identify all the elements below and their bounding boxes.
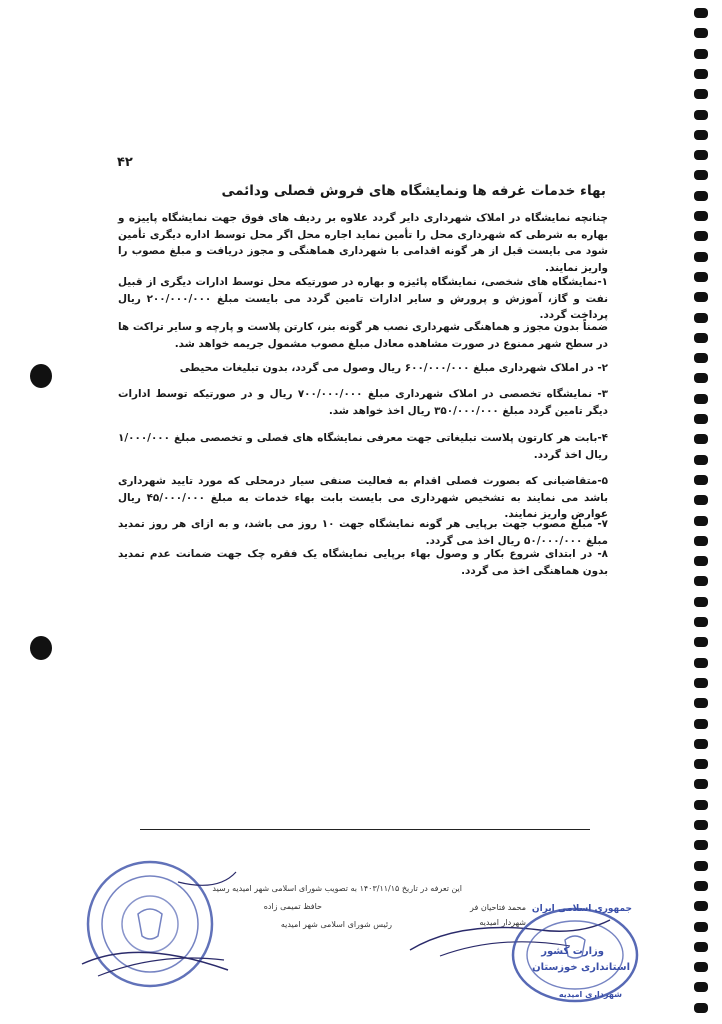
paragraph-item-5: ۵-متقاضیانی که بصورت فصلی اقدام به فعالیت صنفی سیار درمحلی که مورد تایید شهرداری باشد می نمایند به تشخیص شهرداری می بایست بابت بهاء خدمات به مبلغ ۴۵/۰۰۰/۰۰۰ ریال عوارض واریز نمایند. — [118, 475, 608, 520]
spiral-hole — [694, 272, 708, 282]
spiral-hole — [694, 130, 708, 140]
spiral-hole — [694, 678, 708, 688]
spiral-hole — [694, 373, 708, 383]
spiral-hole — [694, 698, 708, 708]
spiral-hole — [694, 110, 708, 120]
spiral-hole — [694, 455, 708, 465]
spiral-hole — [694, 1003, 708, 1013]
page-title: بهاء خدمات غرفه ها ونمایشگاه های فروش فصلی ودائمی — [221, 183, 606, 199]
spiral-hole — [694, 901, 708, 911]
spiral-hole — [694, 962, 708, 972]
paragraph-item-3: ۳- نمایشگاه تخصصی در املاک شهرداری مبلغ ۷۰۰/۰۰۰/۰۰۰ ریال و در صورتیکه توسط ادارات دیگر تامین گردد مبلغ ۳۵۰/۰۰۰/۰۰۰ ریال اخذ خواهد شد. — [118, 388, 608, 417]
spiral-hole — [694, 69, 708, 79]
spiral-binding — [694, 0, 712, 1024]
mayor-name: محمد فتاحیان فر — [470, 903, 526, 912]
spiral-hole — [694, 637, 708, 647]
spiral-hole — [694, 434, 708, 444]
mayor-title: شهردار امیدیه — [479, 918, 526, 927]
council-stamp — [78, 852, 238, 1002]
spiral-hole — [694, 800, 708, 810]
spiral-hole — [694, 942, 708, 952]
spiral-hole — [694, 414, 708, 424]
paragraph-notice: ضمناً بدون مجوز و هماهنگی شهرداری نصب هر گونه بنر، کارتن پلاست و پارچه و سایر تراکت ها در سطح شهر ممنوع در صورت مشاهده معادل مبلغ مصوب مشمول جریمه خواهد شد. — [118, 321, 608, 350]
spiral-hole — [694, 292, 708, 302]
spiral-hole — [694, 170, 708, 180]
spiral-hole — [694, 658, 708, 668]
spiral-hole — [694, 982, 708, 992]
paragraph-item-2: ۲- در املاک شهرداری مبلغ ۶۰۰/۰۰۰/۰۰۰ ریال وصول می گردد، بدون تبلیغات محیطی — [179, 362, 608, 374]
paragraph-intro: چنانچه نمایشگاه در املاک شهرداری دایر گردد علاوه بر ردیف های فوق جهت نمایشگاه پاییزه و بهاره به شرطی که شهرداری محل را تأمین نماید اجاره محل اگر محل توسط اداره دیگری تأمین شود می بایست قبل از هر گونه اقدامی با شهرداری هماهنگی و مجوز دریافت و مبلغ مصوب را واریز نمایند. — [118, 212, 608, 274]
spiral-hole — [694, 820, 708, 830]
spiral-hole — [694, 191, 708, 201]
paragraph-item-7: ۷- مبلغ مصوب جهت برپایی هر گونه نمایشگاه جهت ۱۰ روز می باشد، و به ازای هر روز تمدید مبلغ ۵۰/۰۰۰/۰۰۰ ریال اخذ می گردد. — [118, 518, 608, 547]
spiral-hole — [694, 211, 708, 221]
spiral-hole — [694, 333, 708, 343]
spiral-hole — [694, 840, 708, 850]
stamp-line-1: جمهوری اسلامی ایران — [531, 904, 632, 914]
spiral-hole — [694, 49, 708, 59]
spiral-hole — [694, 28, 708, 38]
spiral-hole — [694, 922, 708, 932]
spiral-hole — [694, 495, 708, 505]
stamp-line-4: شهرداری امیدیه — [558, 990, 622, 999]
spiral-hole — [694, 313, 708, 323]
approval-note: این تعرفه در تاریخ ۱۴۰۳/۱۱/۱۵ به تصویب شورای اسلامی شهر امیدیه رسید — [212, 884, 462, 893]
paragraph-item-4: ۴-بابت هر کارتون پلاست تبلیغاتی جهت معرفی نمایشگاه های فصلی و تخصصی مبلغ ۱/۰۰۰/۰۰۰ ریال اخذ گردد. — [118, 432, 608, 461]
stamp-line-3: استانداری خوزستان — [532, 962, 630, 973]
spiral-hole — [694, 597, 708, 607]
spiral-hole — [694, 739, 708, 749]
spiral-hole — [694, 353, 708, 363]
spiral-hole — [694, 576, 708, 586]
footer-divider — [140, 829, 590, 830]
punch-hole-bottom — [30, 636, 52, 660]
page-number: ۴۲ — [117, 155, 133, 170]
council-head-title: رئیس شورای اسلامی شهر امیدیه — [280, 920, 392, 929]
spiral-hole — [694, 150, 708, 160]
spiral-hole — [694, 881, 708, 891]
spiral-hole — [694, 8, 708, 18]
paragraph-item-8: ۸- در ابتدای شروع بکار و وصول بهاء برپایی نمایشگاه یک فقره چک جهت ضمانت عدم تمدید بدون هماهنگی اخذ می گردد. — [118, 548, 608, 577]
paragraph-item-1: ۱-نمایشگاه های شخصی، نمایشگاه پائیزه و بهاره در صورتیکه محل توسط ادارات دیگری از قبیل نفت و گاز، آموزش و پرورش و سایر ادارات تامین گردد می بایست مبلغ ۲۰۰/۰۰۰/۰۰۰ ریال پرداخت گردد. — [118, 276, 608, 321]
council-head-name: حافظ تمیمی زاده — [263, 902, 322, 911]
spiral-hole — [694, 556, 708, 566]
spiral-hole — [694, 779, 708, 789]
stamp-line-2: وزارت کشور — [541, 946, 604, 957]
spiral-hole — [694, 89, 708, 99]
spiral-hole — [694, 252, 708, 262]
spiral-hole — [694, 394, 708, 404]
spiral-hole — [694, 475, 708, 485]
punch-hole-top — [30, 364, 52, 388]
spiral-hole — [694, 719, 708, 729]
spiral-hole — [694, 516, 708, 526]
spiral-hole — [694, 231, 708, 241]
spiral-hole — [694, 759, 708, 769]
spiral-hole — [694, 861, 708, 871]
spiral-hole — [694, 536, 708, 546]
spiral-hole — [694, 617, 708, 627]
